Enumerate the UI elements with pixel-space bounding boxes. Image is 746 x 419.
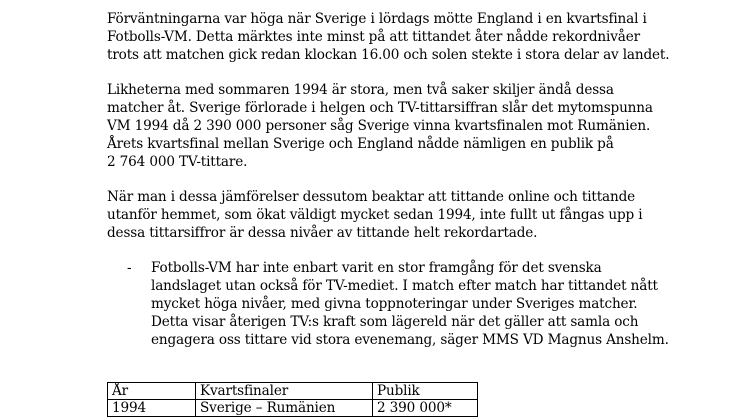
text-line: trots att matchen gick redan klockan 16.00 och solen stekte i stora delar av landet. [107, 47, 670, 63]
text-line: Fotbolls-VM har inte enbart varit en stor framgång för det svenska [151, 260, 602, 276]
text-line: Fotbolls-VM. Detta märktes inte minst på att tittandet åter nådde rekordnivåer [107, 29, 640, 45]
table-row [108, 400, 478, 417]
viewership-table [107, 382, 478, 417]
text-line: Förväntningarna var höga när Sverige i lördags mötte England i en kvartsfinal i [107, 11, 647, 27]
header-audience: Publik [373, 383, 478, 400]
paragraph-online-viewing [107, 188, 667, 242]
cell-year: 1994 [108, 400, 196, 417]
text-line: Årets kvartsfinal mellan Sverige och England nådde nämligen en publik på [107, 136, 614, 152]
text-line: engagera oss tittare vid stora evenemang, säger MMS VD Magnus Anshelm. [151, 332, 669, 348]
bullet-dash: - [127, 260, 132, 276]
paragraph-intro [107, 10, 670, 64]
text-line: mycket höga nivåer, med givna toppnoteringar under Sveriges matcher. [151, 296, 638, 312]
header-quarterfinals: Kvartsfinaler [196, 383, 373, 400]
paragraph-comparison [107, 81, 667, 171]
text-line: dessa tittarsiffror är dessa nivåer av tittande helt rekordartade. [107, 225, 538, 241]
text-line: VM 1994 då 2 390 000 personer såg Sverige vinna kvartsfinalen mot Rumänien. [107, 118, 651, 134]
text-line: landslaget utan också för TV-mediet. I match efter match har tittandet nått [151, 278, 658, 294]
text-line: Likheterna med sommaren 1994 är stora, men två saker skiljer ändå dessa [107, 82, 614, 98]
cell-match: Sverige – Rumänien [196, 400, 373, 417]
cell-audience: 2 390 000* [373, 400, 478, 417]
table-header-row [108, 383, 478, 400]
text-line: Detta visar återigen TV:s kraft som lägereld när det gäller att samla och [151, 314, 639, 330]
text-line: utanför hemmet, som ökat väldigt mycket sedan 1994, inte fullt ut fångas upp i [107, 207, 643, 223]
text-line: 2 764 000 TV-tittare. [107, 154, 248, 170]
header-year: År [108, 383, 196, 400]
text-line: matcher åt. Sverige förlorade i helgen och TV-tittarsiffran slår det mytomspunna [107, 100, 653, 116]
text-line: När man i dessa jämförelser dessutom beaktar att tittande online och tittande [107, 189, 636, 205]
quote-text [151, 259, 669, 349]
